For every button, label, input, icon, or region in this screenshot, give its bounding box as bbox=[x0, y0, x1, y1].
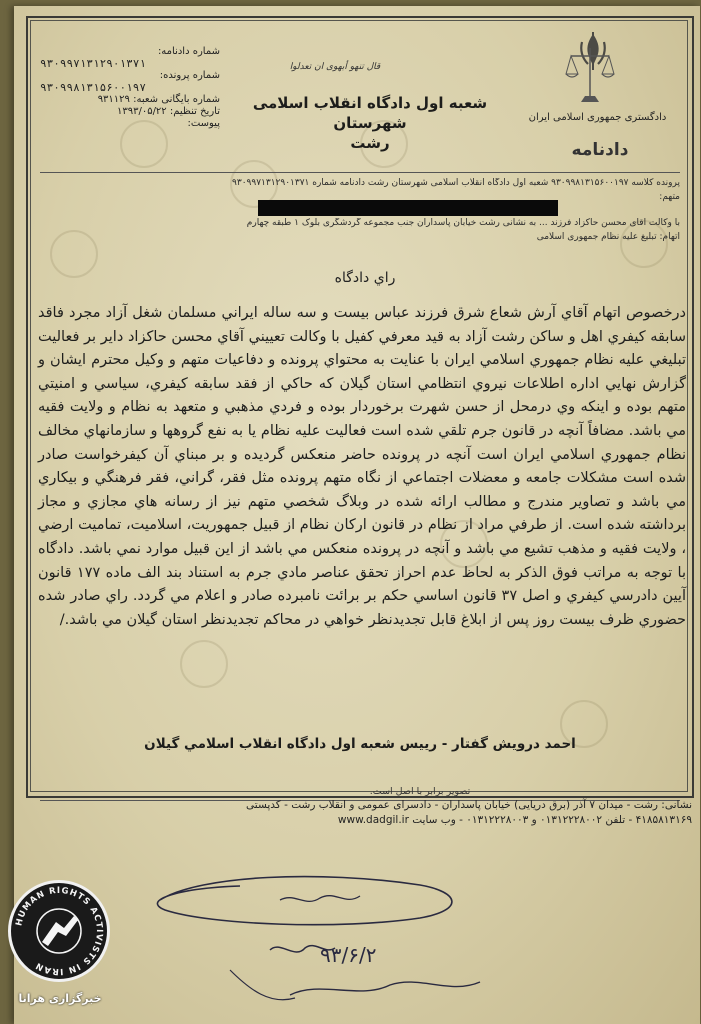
certified-copy-note: تصویر برابر با اصل است. bbox=[369, 786, 471, 797]
preamble-defendant-line: متهم: bbox=[659, 192, 680, 202]
petition-number-label: شماره دادنامه: bbox=[157, 46, 220, 57]
address-line1: نشانی: رشت - میدان ۷ آذر (برق دریایی) خیابان پاسداران - دادسرای عمومی و انقلاب رشت - کدپستی bbox=[246, 799, 692, 811]
document-type-title: دادنامه bbox=[571, 140, 629, 160]
hrana-logo-emblem-icon bbox=[8, 880, 110, 982]
case-metadata bbox=[40, 46, 220, 130]
petition-number-value: ۹۳۰۹۹۷۱۳۱۲۹۰۱۳۷۱ bbox=[40, 57, 146, 70]
preamble-charge-line: اتهام: تبلیغ علیه نظام جمهوری اسلامی bbox=[536, 232, 680, 242]
scales-of-justice-icon bbox=[565, 40, 615, 110]
watermark-emblem bbox=[180, 640, 228, 688]
hrana-logo bbox=[0, 880, 120, 1024]
judge-signature-line: احمد درويش گفتار - رييس شعبه اول دادگاه انقلاب اسلامي گيلان bbox=[144, 736, 576, 752]
attachment-label: پیوست: bbox=[187, 118, 220, 129]
date-label: تاریخ تنظیم: ۱۳۹۳/۰۵/۲۲ bbox=[116, 106, 220, 117]
preamble-case-line: پرونده کلاسه ۹۳۰۹۹۸۱۳۱۵۶۰۰۱۹۷ شعبه اول دادگاه انقلاب اسلامی شهرستان رشت دادنامه شماره ۹۳۰۹۹۷۱۳۱۲۹۰۱۳۷۱ bbox=[232, 178, 680, 188]
preamble-lawyer-line: با وکالت آقای محسن حاکزاد فرزند ... به نشانی رشت خیابان پاسداران جنب مجموعه گردشگری بلوک ۱ طبقه چهارم bbox=[246, 218, 680, 228]
date-value: ۱۳۹۳/۰۵/۲۲ bbox=[116, 106, 167, 117]
republic-judiciary-label: دادگستری جمهوری اسلامی ایران bbox=[528, 112, 667, 123]
case-number-value: ۹۳۰۹۹۸۱۳۱۵۶۰۰۱۹۷ bbox=[40, 81, 146, 94]
case-number-label: شماره پرونده: bbox=[159, 70, 220, 81]
signature-date: ۹۳/۶/۲ bbox=[320, 943, 377, 967]
court-address bbox=[30, 798, 692, 828]
archive-number-label: شماره بایگانی شعبه: ۹۳۱۱۲۹ bbox=[97, 94, 220, 105]
court-title bbox=[225, 93, 515, 153]
redaction-bar bbox=[258, 200, 558, 216]
bismillah-line: قال تنهو أبهوى ان تعدلوا bbox=[289, 62, 381, 72]
header-divider bbox=[40, 172, 680, 173]
court-title-line1: شعبه اول دادگاه انقلاب اسلامی شهرستان bbox=[252, 94, 488, 132]
handwritten-signature bbox=[120, 870, 540, 1020]
court-title-line2: رشت bbox=[350, 134, 390, 152]
hrana-logo-ring-text: HUMAN RIGHTS ACTIVISTS IN IRAN bbox=[14, 885, 105, 977]
archive-number-value: ۹۳۱۱۲۹ bbox=[97, 94, 130, 105]
hrana-logo-caption: خبرگزاری هرانا bbox=[18, 992, 102, 1005]
verdict-body-text: درخصوص اتهام آقاي آرش شعاع شرق فرزند عباس بيست و سه ساله ايراني مسلمان شغل آزاد مجرد فاقد سابقه كيفري اهل و ساكن رشت آزاد به قيد معرفي كفيل با وكالت تعييني آقاي محسن حاكزاد داير بر فعاليت تبليغي عليه نظام جمهوري اسلامي ايران با عنايت به محتواي پرونده و دفاعيات متهم و وكيل محترم ايشان و گزارش نهايي اداره اطلاعات نيروي انتظامي استان گيلان كه حاكي از فقد سابقه كيفري، سياسي و امنيتي متهم بوده و اينكه وي درمحل از حسن شهرت برخوردار بوده و فردي مذهبي و متعهد به نظام و ولايت فقيه مي باشد. مضافاً آنچه در قانون جرم تلقي شده است فعاليت عليه نظام يا به نفع گروهها و سازمانهاي مخالف نظام جمهوري اسلامي ايران است آنچه در پرونده حاضر منعكس گرديده و بر مبناي آن كيفرخواست صادر شده است مشكلات جامعه و معضلات اجتماعي از نگاه متهم پرونده مثل فقر، گراني، فقر فرهنگي و بيكاري مي باشد و تصاوير مندرج و مطالب ارائه شده در وبلاگ شخصي متهم نيز از رسانه هاي مجازي و مجاز برداشته شده است. از طرفي مراد از نظام در قانون اركان نظام از قبيل جمهوريت، اسلاميت، تماميت ارضي ، ولايت فقيه و مذهب تشيع مي باشد و آنچه در پرونده منعكس مي باشد از اين قبيل موارد نمي باشد. دادگاه با توجه به مراتب فوق الذكر به لحاظ عدم احراز تحقق عناصر مادي جرم به استناد بند الف ماده ۱۷۷ قانون آيين دادرسي كيفري و اصل ۳۷ قانون اساسي حكم بر برائت نامبرده صادر و اعلام مي گردد. راي صادر شده حضوري ظرف بيست روز پس از ابلاغ قابل تجديدنظر خواهي در محاكم تجديدنظر استان گيلان مي باشد./ bbox=[38, 305, 687, 628]
address-line2: ۴۱۸۵۸۱۳۱۶۹ - تلفن ۰۱۳۱۲۲۲۸۰۰۲ و ۰۱۳۱۲۲۲۸۰۰۳ - وب سایت www.dadgil.ir bbox=[337, 814, 692, 826]
verdict-heading: راي دادگاه bbox=[334, 270, 396, 286]
